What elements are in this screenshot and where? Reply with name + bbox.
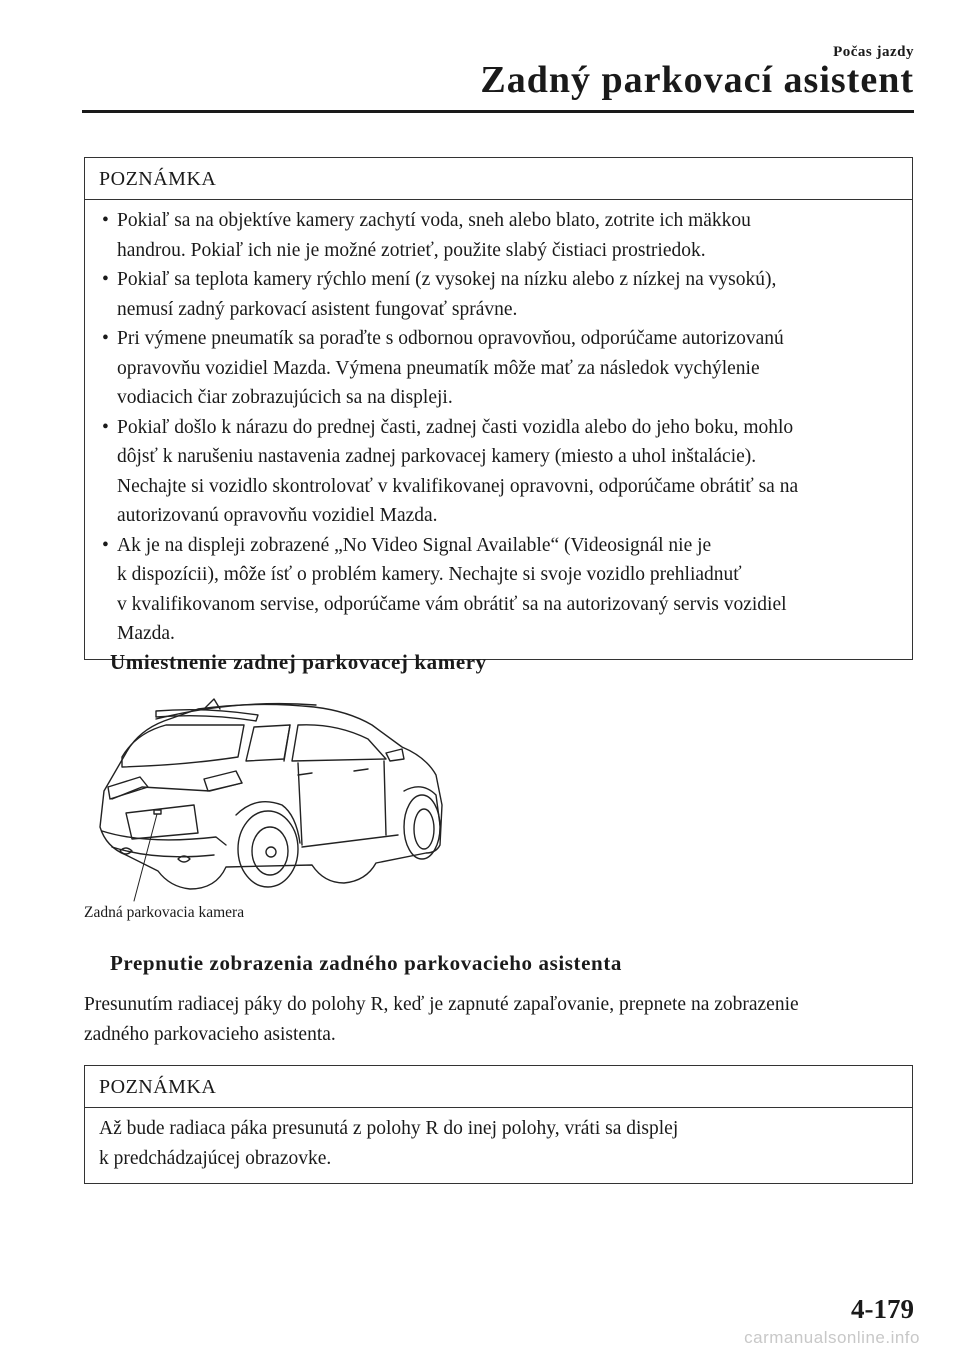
side-window-rear: [246, 725, 290, 761]
note-title: POZNÁMKA: [85, 1066, 912, 1108]
note-title: POZNÁMKA: [85, 158, 912, 200]
text-line: Pokiaľ došlo k nárazu do prednej časti, zadnej časti vozidla alebo do jeho boku, mohlo: [117, 416, 794, 438]
note-box-1: [84, 157, 913, 660]
taillight-left: [108, 777, 148, 799]
rear-wheel-hub: [252, 827, 288, 875]
section-label: Počas jazdy: [833, 44, 914, 60]
note-list-item: [99, 413, 898, 531]
text-line: Nechajte si vozidlo skontrolovať v kvalifikovanej opravovni, odporúčame obrátiť sa na: [117, 475, 799, 497]
rear-bumper: [102, 831, 226, 845]
note-list-item: [99, 265, 898, 324]
figure-caption: Zadná parkovacia kamera: [84, 904, 245, 921]
text-line: v kvalifikovanom servise, odporúčame vám obrátiť sa na autorizovaný servis vozidiel: [117, 593, 787, 615]
note-list-item: [99, 206, 898, 265]
note-box-2: [84, 1065, 913, 1184]
bullet-icon: •: [102, 534, 109, 556]
b-pillar: [284, 725, 290, 761]
text-line: Pokiaľ sa na objektíve kamery zachytí voda, sneh alebo blato, zotrite ich mäkkou: [117, 210, 751, 231]
note-body: [85, 200, 912, 659]
front-wheel-hub: [414, 809, 434, 849]
text-line: nemusí zadný parkovací asistent fungovať správne.: [117, 298, 518, 320]
front-wheel-arch: [404, 787, 440, 825]
text-line: autorizovanú opravovňu vozidiel Mazda.: [117, 505, 438, 526]
text-line: handrou. Pokiaľ ich nie je možné zotrieť, použite slabý čistiaci prostriedok.: [117, 239, 706, 261]
subheading-switching-display: Prepnutie zobrazenia zadného parkovacieho asistenta: [110, 951, 623, 975]
rear-door-handle: [298, 773, 312, 775]
rear-wheel: [238, 811, 298, 887]
front-door-handle: [354, 769, 368, 771]
side-window-front: [292, 725, 386, 761]
text-line: Pokiaľ sa teplota kamery rýchlo mení (z vysokej na nízku alebo z nízkej na vysokú),: [117, 269, 777, 290]
bullet-icon: •: [102, 416, 109, 438]
note-list-item: [99, 324, 898, 413]
text-line: opravovňu vozidiel Mazda. Výmena pneumatík môže mať za následok vychýlenie: [117, 357, 760, 379]
car-rear-camera-illustration: [86, 695, 466, 930]
note-body: [85, 1108, 912, 1183]
text-line: Mazda.: [117, 623, 175, 644]
text-line: Až bude radiaca páka presunutá z polohy R do inej polohy, vráti sa displej: [99, 1118, 679, 1139]
header-rule: [82, 110, 914, 113]
subheading-camera-location: Umiestnenie zadnej parkovacej kamery: [110, 650, 487, 674]
car-body-outline: [100, 704, 442, 889]
rear-hatch-line: [112, 783, 242, 799]
side-sill: [302, 835, 398, 847]
page-number: 4-179: [851, 1294, 914, 1324]
callout-line: [134, 814, 157, 901]
body-paragraph: [84, 990, 924, 1050]
text-line: k dispozícii), môže ísť o problém kamery. Nechajte si svoje vozidlo prehliadnuť: [117, 564, 742, 585]
rear-wheel-arch: [236, 802, 300, 843]
text-line: Pri výmene pneumatík sa poraďte s odbornou opravovňou, odporúčame autorizovanú: [117, 328, 784, 349]
text-line: Presunutím radiacej páky do polohy R, keď je zapnuté zapaľovanie, prepnete na zobrazenie: [84, 994, 799, 1015]
bullet-icon: •: [102, 328, 109, 349]
text-line: dôjsť k narušeniu nastavenia zadnej parkovacej kamery (miesto a uhol inštalácie).: [117, 446, 757, 467]
text-line: vodiacich čiar zobrazujúcich sa na displeji.: [117, 387, 453, 408]
bullet-icon: •: [102, 269, 109, 290]
text-line: Ak je na displeji zobrazené „No Video Signal Available“ (Videosignál nie je: [117, 534, 712, 556]
rear-camera: [154, 810, 161, 814]
rear-window: [122, 725, 244, 767]
bullet-icon: •: [102, 210, 109, 231]
door-line-front: [384, 761, 386, 835]
note-list-item: [99, 531, 898, 649]
text-line: zadného parkovacieho asistenta.: [84, 1024, 336, 1045]
mirror: [386, 749, 404, 761]
page-title: Zadný parkovací asistent: [480, 59, 914, 101]
rear-wheel-center: [266, 847, 276, 857]
license-plate-recess: [126, 805, 198, 839]
text-line: k predchádzajúcej obrazovke.: [99, 1147, 332, 1169]
watermark-text: carmanualsonline.info: [744, 1328, 920, 1347]
